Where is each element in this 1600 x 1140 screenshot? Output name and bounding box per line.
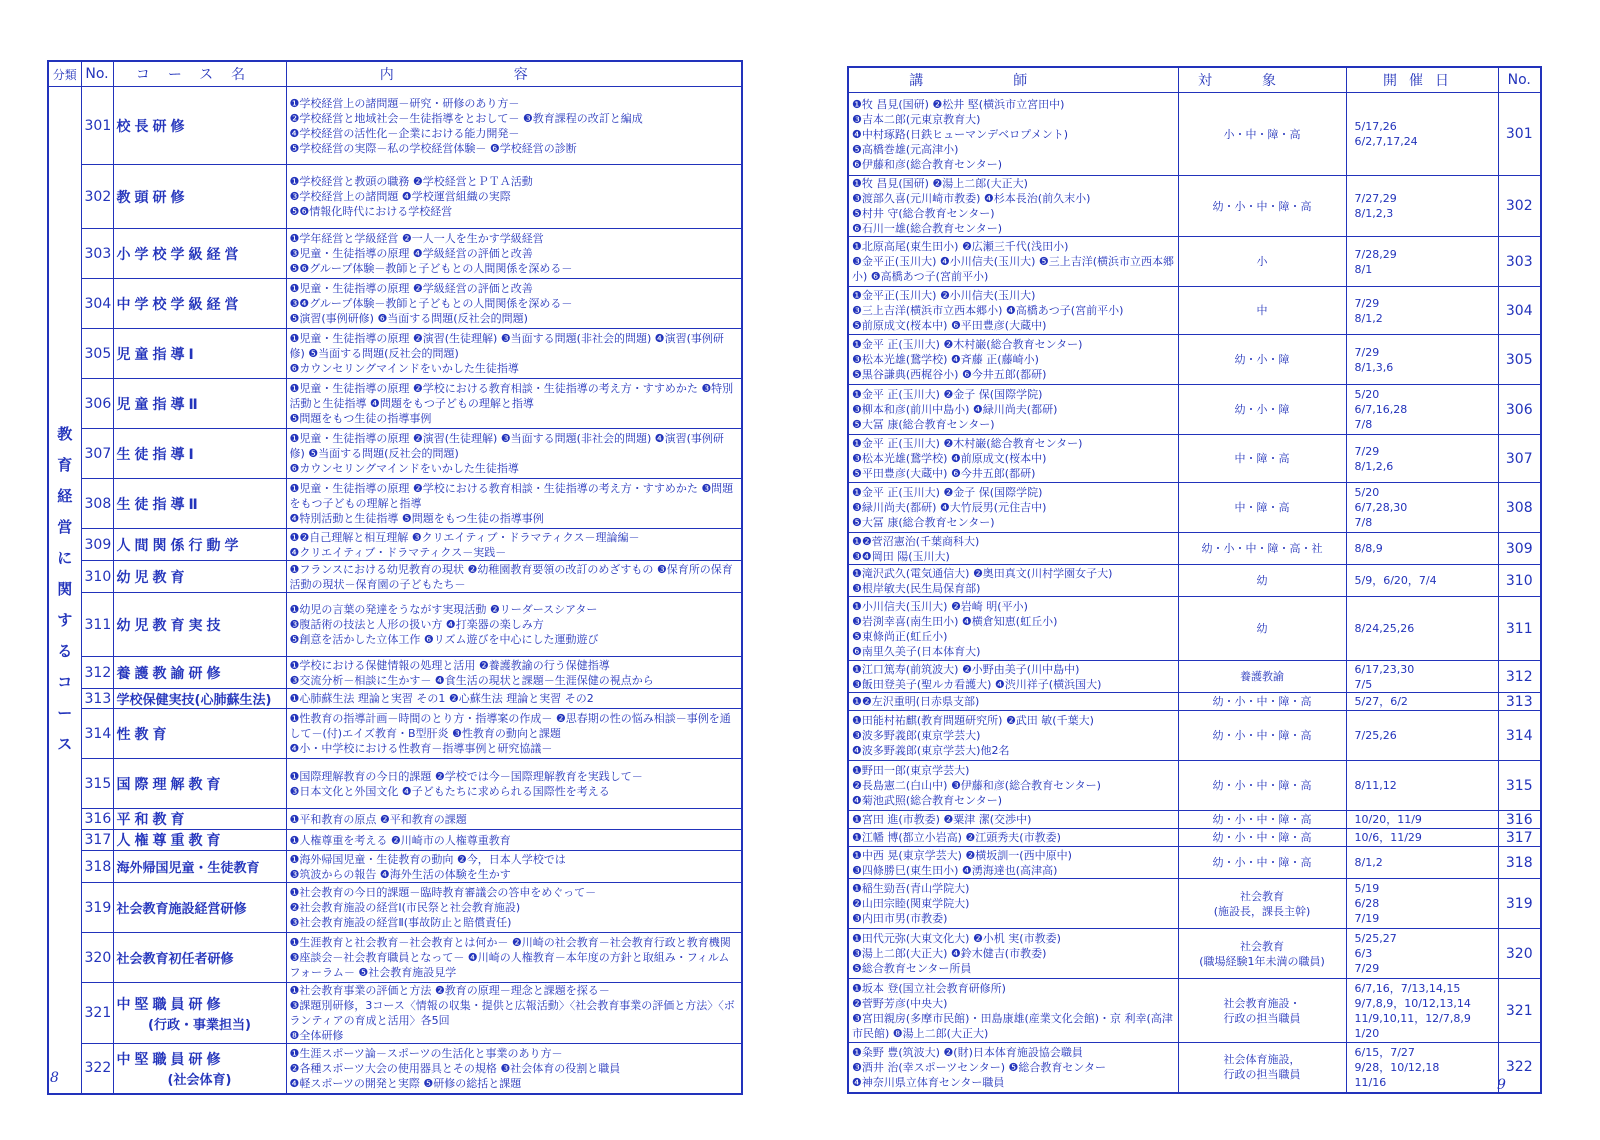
target-cell: 幼・小・中・障・高 <box>1178 811 1346 829</box>
course-name <box>113 379 286 429</box>
dates-cell: 6/15，7/27 9/28，10/12,18 11/16 <box>1346 1043 1498 1093</box>
lecturers-cell: ❶田能村祐麒(教育問題研究所) ❷武田 敏(千葉大) ❸波多野義郎(東京学芸大) ❹波多野義郎(東京学芸大)他2名 <box>848 711 1178 761</box>
course-number-right: 302 <box>1498 176 1541 237</box>
schedule-row <box>848 879 1541 929</box>
schedule-row <box>848 979 1541 1043</box>
course-number-right: 306 <box>1498 385 1541 435</box>
lecturers-cell: ❶江幡 博(都立小岩高) ❷江頭秀夫(市教委) <box>848 829 1178 847</box>
course-number: 314 <box>81 709 113 759</box>
course-name <box>113 87 286 165</box>
course-number: 311 <box>81 593 113 657</box>
course-row <box>48 851 742 883</box>
lecturers-cell: ❶金平 正(玉川大) ❷金子 保(国際学院) ❸柳本和彦(前川中島小) ❹緑川尚夫(都研) ❺大冨 康(総合教育センター) <box>848 385 1178 435</box>
course-content: ❶フランスにおける幼児教育の現状 ❷幼稚園教育要領の改訂のめざすもの ❸保育所の保育活動の現状－保育園の子どもたち－ <box>286 561 742 593</box>
course-content: ❶児童・生徒指導の原理 ❷学校における教育相談・生徒指導の考え方・すすめかた ❸問題をもつ子どもの理解と指導 ❹特別活動と生徒指導 ❺問題をもつ生徒の指導事例 <box>286 479 742 529</box>
course-content: ❶児童・生徒指導の原理 ❷学校における教育相談・生徒指導の考え方・すすめかた ❸特別活動と生徒指導 ❹問題をもつ子どもの理解と指導 ❺問題をもつ生徒の指導事例 <box>286 379 742 429</box>
course-name <box>113 479 286 529</box>
course-row <box>48 379 742 429</box>
course-content: ❶人権尊重を考える ❷川崎市の人権尊重教育 <box>286 830 742 851</box>
target-cell: 中・障・高 <box>1178 435 1346 483</box>
course-number-right: 311 <box>1498 597 1541 661</box>
lecturers-cell: ❶江口篤寿(前筑波大) ❷小野由美子(川中島中) ❸飯田登美子(聖ルカ看護大) ❹渋川祥子(横浜国大) <box>848 661 1178 693</box>
course-row <box>48 1044 742 1094</box>
target-cell: 中 <box>1178 287 1346 335</box>
schedule-row <box>848 435 1541 483</box>
course-number-right: 314 <box>1498 711 1541 761</box>
course-content: ❶生涯スポーツ論－スポーツの生活化と事業のあり方－ ❷各種スポーツ大会の使用器具とその規格 ❸社会体育の役割と職員 ❹軽スポーツの開発と実際 ❺研修の総括と課題 <box>286 1044 742 1094</box>
course-name <box>113 329 286 379</box>
course-name-text: 国際理解教育 <box>116 776 225 793</box>
header-target: 対象 <box>1178 67 1346 93</box>
target-cell: 幼・小・中・障・高 <box>1178 829 1346 847</box>
course-name-text: 幼児教育 <box>116 569 189 586</box>
category-char: 教 <box>57 425 73 444</box>
target-cell: 幼・小・中・障・高 <box>1178 847 1346 879</box>
dates-cell: 7/29 8/1,3,6 <box>1346 335 1498 385</box>
course-content: ❶幼児の言葉の発達をうながす実現活動 ❷リーダースシアター ❸腹話術の技法と人形の扱い方 ❹打楽器の楽しみ方 ❺創意を活かした立体工作 ❻リズム遊びを中心にした運動遊び <box>286 593 742 657</box>
course-number-right: 316 <box>1498 811 1541 829</box>
schedule-row <box>848 335 1541 385</box>
course-row <box>48 279 742 329</box>
target-cell: 社会教育 (職場経験1年未満の職員) <box>1178 929 1346 979</box>
course-row <box>48 709 742 759</box>
course-name <box>113 165 286 229</box>
course-name-text: 小学校学級経営 <box>116 246 243 263</box>
category-char: す <box>57 611 73 630</box>
category-char: 営 <box>57 518 73 537</box>
course-number: 309 <box>81 529 113 561</box>
dates-cell: 7/29 8/1,2 <box>1346 287 1498 335</box>
course-name-text: 中学校学級経営 <box>116 296 243 313</box>
schedule-row <box>848 483 1541 533</box>
course-content: ❶性教育の指導計画－時間のとり方・指導案の作成－ ❷思春期の性の悩み相談－事例を通して－(付)エイズ教育・B型肝炎 ❸性教育の動向と課題 ❹小・中学校における性教育－指導事例と研究協議－ <box>286 709 742 759</box>
dates-cell: 5/20 6/7,28,30 7/8 <box>1346 483 1498 533</box>
course-number-right: 308 <box>1498 483 1541 533</box>
header-dates: 開催日 <box>1346 67 1498 93</box>
course-name-text: 人権尊重教育 <box>116 833 225 849</box>
course-row <box>48 165 742 229</box>
lecturers-cell: ❶❷左沢重明(日赤県支部) <box>848 693 1178 711</box>
course-name <box>113 830 286 851</box>
dates-cell: 6/17,23,30 7/5 <box>1346 661 1498 693</box>
schedule-row <box>848 93 1541 176</box>
course-row <box>48 429 742 479</box>
course-name-text: 児童指導Ⅱ <box>116 396 202 413</box>
schedule-row <box>848 597 1541 661</box>
course-number-right: 305 <box>1498 335 1541 385</box>
course-number: 313 <box>81 689 113 709</box>
course-name <box>113 709 286 759</box>
target-cell: 小 <box>1178 237 1346 287</box>
schedule-row <box>848 761 1541 811</box>
course-name-text: 平和教育 <box>116 812 189 828</box>
course-number-right: 309 <box>1498 533 1541 565</box>
course-content: ❶学校における保健情報の処理と活用 ❷養護教諭の行う保健指導 ❸交流分析－相談に生かす－ ❹食生活の現状と課題－生涯保健の視点から <box>286 657 742 689</box>
lecturers-cell: ❶中西 晃(東京学芸大) ❷横坂訓一(西中原中) ❸四條勝巳(東生田小) ❹湧海達也(高津高) <box>848 847 1178 879</box>
course-name <box>113 851 286 883</box>
course-number-right: 321 <box>1498 979 1541 1043</box>
course-content: ❶学校経営上の諸問題－研究・研修のあり方－ ❷学校経営と地域社会－生徒指導をとおして－ ❸教育課程の改訂と編成 ❹学校経営の活性化－企業における能力開発－ ❺学校経営の実際－私の学校経営体験－ ❻学校経営の診断 <box>286 87 742 165</box>
course-content: ❶学年経営と学級経営 ❷一人一人を生かす学級経営 ❸児童・生徒指導の原理 ❹学級経営の評価と改善 ❺❻グループ体験－教師と子どもとの人間関係を深める－ <box>286 229 742 279</box>
course-name-text: 児童指導Ⅰ <box>116 346 198 363</box>
course-content: ❶社会教育の今日的課題－臨時教育審議会の答申をめぐって－ ❷社会教育施設の経営Ⅰ(市民祭と社会教育施設) ❸社会教育施設の経営Ⅱ(事故防止と賠償責任) <box>286 883 742 933</box>
course-row <box>48 479 742 529</box>
target-cell: 幼・小・障 <box>1178 335 1346 385</box>
course-row <box>48 933 742 983</box>
header-no-right: No. <box>1498 67 1541 93</box>
course-name <box>113 933 286 983</box>
course-number-right: 303 <box>1498 237 1541 287</box>
dates-cell: 8/24,25,26 <box>1346 597 1498 661</box>
course-name <box>113 883 286 933</box>
course-number: 307 <box>81 429 113 479</box>
dates-cell: 8/11,12 <box>1346 761 1498 811</box>
course-number: 316 <box>81 809 113 830</box>
course-name <box>113 429 286 479</box>
course-name <box>113 657 286 689</box>
course-content: ❶生涯教育と社会教育－社会教育とは何か－ ❷川崎の社会教育－社会教育行政と教育機関 ❸座談会－社会教育職員となって－ ❹川崎の人権教育－本年度の方針と取組み・フィルムフォーラム－ ❺社会教育施設見学 <box>286 933 742 983</box>
lecturers-cell: ❶野田一郎(東京学芸大) ❷長島憲二(白山中) ❸伊藤和彦(総合教育センター) ❹菊池武照(総合教育センター) <box>848 761 1178 811</box>
course-content: ❶学校経営と教頭の職務 ❷学校経営とＰＴＡ活動 ❸学校経営上の諸問題 ❹学校運営組織の実際 ❺❻情報化時代における学校経営 <box>286 165 742 229</box>
course-number-right: 313 <box>1498 693 1541 711</box>
course-content: ❶❷自己理解と相互理解 ❸クリエイティブ・ドラマティクス－理論編－ ❹クリエイティブ・ドラマティクス－実践－ <box>286 529 742 561</box>
course-row <box>48 689 742 709</box>
course-content: ❶社会教育事業の評価と方法 ❷教育の原理－理念と課題を探る－ ❸課題別研修，3コース〈情報の収集・提供と広報活動〉〈社会教育事業の評価と方法〉〈ボランティアの育成と活用〉各5回 ❽全体研修 <box>286 983 742 1044</box>
dates-cell: 5/25,27 6/3 7/29 <box>1346 929 1498 979</box>
course-row <box>48 561 742 593</box>
course-row <box>48 809 742 830</box>
schedule-row <box>848 929 1541 979</box>
target-cell: 幼・小・中・障・高 <box>1178 693 1346 711</box>
course-name <box>113 689 286 709</box>
course-subtitle: (社会体育) <box>167 1072 232 1088</box>
course-row <box>48 983 742 1044</box>
lecturers-cell: ❶田代元弥(大東文化大) ❷小机 実(市教委) ❸湯上二郎(大正大) ❹鈴木健吉(市教委) ❺総合教育センター所員 <box>848 929 1178 979</box>
lecturers-cell: ❶小川信夫(玉川大) ❷岩崎 明(平小) ❸岩渕幸喜(南生田小) ❹横倉知恵(虹丘小) ❺東條尚正(虹丘小) ❻南里久美子(日本体育大) <box>848 597 1178 661</box>
page-number-left: 8 <box>50 1070 59 1086</box>
course-number: 315 <box>81 759 113 809</box>
lecturers-cell: ❶北原高尾(東生田小) ❷広瀬三千代(浅田小) ❸金平正(玉川大) ❹小川信夫(玉川大) ❺三上吉洋(横浜市立西本郷小) ❻高橋あつ子(宮前平小) <box>848 237 1178 287</box>
course-content: ❶国際理解教育の今日的課題 ❷学校では今－国際理解教育を実践して－ ❸日本文化と外国文化 ❹子どもたちに求められる国際性を考える <box>286 759 742 809</box>
dates-cell: 10/6，11/29 <box>1346 829 1498 847</box>
dates-cell: 5/27，6/2 <box>1346 693 1498 711</box>
schedule-row <box>848 287 1541 335</box>
dates-cell: 5/9，6/20，7/4 <box>1346 565 1498 597</box>
lecturers-cell: ❶金平 正(玉川大) ❷木村巌(総合教育センター) ❸松本光雄(鵞学校) ❹斉藤 正(藤崎小) ❺黒谷謙典(西梶谷小) ❻今井五郎(都研) <box>848 335 1178 385</box>
course-row <box>48 759 742 809</box>
target-cell: 社会体育施設， 行政の担当職員 <box>1178 1043 1346 1093</box>
course-name <box>113 229 286 279</box>
course-number: 322 <box>81 1044 113 1094</box>
course-row <box>48 830 742 851</box>
category-char: 育 <box>57 456 73 475</box>
category-char: 経 <box>57 487 73 506</box>
schedule-row <box>848 533 1541 565</box>
course-row <box>48 657 742 689</box>
target-cell: 幼・小・中・障・高 <box>1178 176 1346 237</box>
schedule-row <box>848 385 1541 435</box>
course-number: 306 <box>81 379 113 429</box>
lecturers-cell: ❶稲生勁吾(青山学院大) ❷山田宗睦(関東学院大) ❸内田市男(市教委) <box>848 879 1178 929</box>
course-number: 308 <box>81 479 113 529</box>
schedule-row <box>848 847 1541 879</box>
category-char: ス <box>57 735 73 754</box>
dates-cell: 5/20 6/7,16,28 7/8 <box>1346 385 1498 435</box>
course-number: 320 <box>81 933 113 983</box>
right-header-row <box>848 67 1541 93</box>
course-number-right: 301 <box>1498 93 1541 176</box>
course-number-right: 304 <box>1498 287 1541 335</box>
dates-cell: 7/27,29 8/1,2,3 <box>1346 176 1498 237</box>
course-number: 317 <box>81 830 113 851</box>
course-number-right: 315 <box>1498 761 1541 811</box>
schedule-row <box>848 829 1541 847</box>
course-number-right: 317 <box>1498 829 1541 847</box>
course-name-text: 生徒指導Ⅰ <box>116 446 198 463</box>
course-row <box>48 87 742 165</box>
course-number-right: 322 <box>1498 1043 1541 1093</box>
course-name-text: 社会教育初任者研修 <box>116 952 234 967</box>
course-name-text: 教頭研修 <box>116 189 189 206</box>
schedule-row <box>848 661 1541 693</box>
course-number-right: 310 <box>1498 565 1541 597</box>
course-name-text: 幼児教育実技 <box>116 617 225 634</box>
category-char: ー <box>57 704 73 723</box>
category-char: 関 <box>57 580 73 599</box>
course-name-text: 学校保健実技(心肺蘇生法) <box>116 693 272 708</box>
course-row <box>48 329 742 379</box>
schedule-row <box>848 711 1541 761</box>
target-cell: 小・中・障・高 <box>1178 93 1346 176</box>
target-cell: 社会教育 (施設長，課長主幹) <box>1178 879 1346 929</box>
course-name <box>113 809 286 830</box>
lecturers-cell: ❶宮田 進(市教委) ❷粟津 潔(交渉中) <box>848 811 1178 829</box>
dates-cell: 6/7,16，7/13,14,15 9/7,8,9，10/12,13,14 11/9,10,11，12/7,8,9 1/20 <box>1346 979 1498 1043</box>
course-name <box>113 759 286 809</box>
course-subtitle: (行政・事業担当) <box>148 1017 251 1033</box>
lecturers-cell: ❶牧 昌見(国研) ❷湯上二郎(大正大) ❸渡部久喜(元川崎市教委) ❹杉本長治(前久末小) ❺村井 守(総合教育センター) ❻石川一雄(総合教育センター) <box>848 176 1178 237</box>
course-number: 318 <box>81 851 113 883</box>
dates-cell: 10/20，11/9 <box>1346 811 1498 829</box>
left-header-row <box>48 61 742 87</box>
course-number: 303 <box>81 229 113 279</box>
course-name-text: 校長研修 <box>116 118 189 135</box>
course-number: 310 <box>81 561 113 593</box>
course-number: 321 <box>81 983 113 1044</box>
lecturers-cell: ❶金平正(玉川大) ❷小川信夫(玉川大) ❸三上吉洋(横浜市立西本郷小) ❹高橋あつ子(宮前平小) ❺前原成文(桜本中) ❻平田豊彦(大蔵中) <box>848 287 1178 335</box>
target-cell: 幼・小・中・障・高 <box>1178 761 1346 811</box>
course-content: ❶心肺蘇生法 理論と実習 その1 ❷心蘇生法 理論と実習 その2 <box>286 689 742 709</box>
dates-cell: 8/8,9 <box>1346 533 1498 565</box>
lecturers-cell: ❶牧 昌見(国研) ❷松井 堅(横浜市立宮田中) ❸吉本二郎(元東京教育大) ❹中村琢路(日鉄ヒューマンデベロプメント) ❺高橋巻雄(元高津小) ❻伊藤和彦(総合教育センター) <box>848 93 1178 176</box>
course-content-table <box>47 60 743 1095</box>
target-cell: 幼 <box>1178 597 1346 661</box>
schedule-row <box>848 811 1541 829</box>
course-content: ❶児童・生徒指導の原理 ❷演習(生徒理解) ❸当面する問題(非社会的問題) ❹演習(事例研修) ❺当面する問題(反社会的問題) ❻カウンセリングマインドをいかした生徒指導 <box>286 429 742 479</box>
dates-cell: 7/28,29 8/1 <box>1346 237 1498 287</box>
category-char: る <box>57 642 73 661</box>
course-name-text: 社会教育施設経営研修 <box>116 902 247 917</box>
dates-cell: 8/1,2 <box>1346 847 1498 879</box>
course-content: ❶平和教育の原点 ❷平和教育の課題 <box>286 809 742 830</box>
course-number-right: 318 <box>1498 847 1541 879</box>
course-number: 304 <box>81 279 113 329</box>
schedule-row <box>848 237 1541 287</box>
course-number: 302 <box>81 165 113 229</box>
course-row <box>48 229 742 279</box>
header-category: 分類 <box>48 61 81 87</box>
course-name <box>113 279 286 329</box>
lecturers-cell: ❶粂野 豊(筑波大) ❷(財)日本体育施設協会職員 ❸酒井 治(幸スポーツセンター) ❺総合教育センター ❹神奈川県立体育センター職員 <box>848 1043 1178 1093</box>
course-name-text: 中堅職員研修 <box>116 1051 225 1068</box>
course-name-text: 性教育 <box>116 726 171 743</box>
category-char: コ <box>57 673 73 692</box>
page-number-right: 9 <box>1497 1077 1506 1093</box>
target-cell: 幼・小・中・障・高・社 <box>1178 533 1346 565</box>
course-number-right: 320 <box>1498 929 1541 979</box>
target-cell: 幼・小・障 <box>1178 385 1346 435</box>
course-row <box>48 593 742 657</box>
dates-cell: 5/19 6/28 7/19 <box>1346 879 1498 929</box>
course-number-right: 319 <box>1498 879 1541 929</box>
lecturer-schedule-table <box>847 66 1542 1094</box>
category-cell <box>48 87 81 1094</box>
dates-cell: 7/29 8/1,2,6 <box>1346 435 1498 483</box>
schedule-row <box>848 693 1541 711</box>
dates-cell: 7/25,26 <box>1346 711 1498 761</box>
lecturers-cell: ❶❷菅沼憲治(千葉商科大) ❸❹岡田 陽(玉川大) <box>848 533 1178 565</box>
course-content: ❶児童・生徒指導の原理 ❷学級経営の評価と改善 ❸❹グループ体験－教師と子どもとの人間関係を深める－ ❺演習(事例研修) ❻当面する問題(反社会的問題) <box>286 279 742 329</box>
header-content: 内容 <box>286 61 742 87</box>
lecturers-cell: ❶坂本 登(国立社会教育研修所) ❷菅野芳彦(中央大) ❸宮田親房(多摩市民館)・田島康雄(産業文化会館)・京 利幸(高津市民館) ❽湯上二郎(大正大) <box>848 979 1178 1043</box>
target-cell: 養護教諭 <box>1178 661 1346 693</box>
lecturers-cell: ❶滝沢武久(電気通信大) ❷奥田真文(川村学園女子大) ❸根岸敏夫(民生局保育部) <box>848 565 1178 597</box>
course-name <box>113 1044 286 1094</box>
course-number-right: 307 <box>1498 435 1541 483</box>
schedule-row <box>848 1043 1541 1093</box>
course-row <box>48 529 742 561</box>
course-name <box>113 983 286 1044</box>
header-lecturer: 講師 <box>848 67 1178 93</box>
course-name-text: 海外帰国児童・生徒教育 <box>116 861 260 876</box>
course-name-text: 養護教諭研修 <box>116 665 225 682</box>
right-page <box>800 0 1600 1140</box>
target-cell: 幼 <box>1178 565 1346 597</box>
target-cell: 中・障・高 <box>1178 483 1346 533</box>
course-number: 305 <box>81 329 113 379</box>
course-number: 301 <box>81 87 113 165</box>
course-row <box>48 883 742 933</box>
course-name-text: 人間関係行動学 <box>116 537 243 554</box>
header-course: コース名 <box>113 61 286 87</box>
header-no: No. <box>81 61 113 87</box>
course-name <box>113 593 286 657</box>
course-name <box>113 529 286 561</box>
course-name-text: 中堅職員研修 <box>116 996 225 1013</box>
target-cell: 社会教育施設・ 行政の担当職員 <box>1178 979 1346 1043</box>
category-char: に <box>57 549 73 568</box>
schedule-row <box>848 565 1541 597</box>
course-name-text: 生徒指導Ⅱ <box>116 496 202 513</box>
lecturers-cell: ❶金平 正(玉川大) ❷金子 保(国際学院) ❸緑川尚夫(都研) ❹大竹辰男(元住吉中) ❺大冨 康(総合教育センター) <box>848 483 1178 533</box>
course-content: ❶海外帰国児童・生徒教育の動向 ❷今，日本人学校では ❸筑波からの報告 ❹海外生活の体験を生かす <box>286 851 742 883</box>
schedule-row <box>848 176 1541 237</box>
lecturers-cell: ❶金平 正(玉川大) ❷木村巌(総合教育センター) ❸松本光雄(鵞学校) ❹前原成文(桜本中) ❺平田豊彦(大蔵中) ❻今井五郎(都研) <box>848 435 1178 483</box>
course-number: 312 <box>81 657 113 689</box>
dates-cell: 5/17,26 6/2,7,17,24 <box>1346 93 1498 176</box>
course-name <box>113 561 286 593</box>
target-cell: 幼・小・中・障・高 <box>1178 711 1346 761</box>
course-number: 319 <box>81 883 113 933</box>
course-content: ❶児童・生徒指導の原理 ❷演習(生徒理解) ❸当面する問題(非社会的問題) ❹演習(事例研修) ❺当面する問題(反社会的問題) ❻カウンセリングマインドをいかした生徒指導 <box>286 329 742 379</box>
course-number-right: 312 <box>1498 661 1541 693</box>
